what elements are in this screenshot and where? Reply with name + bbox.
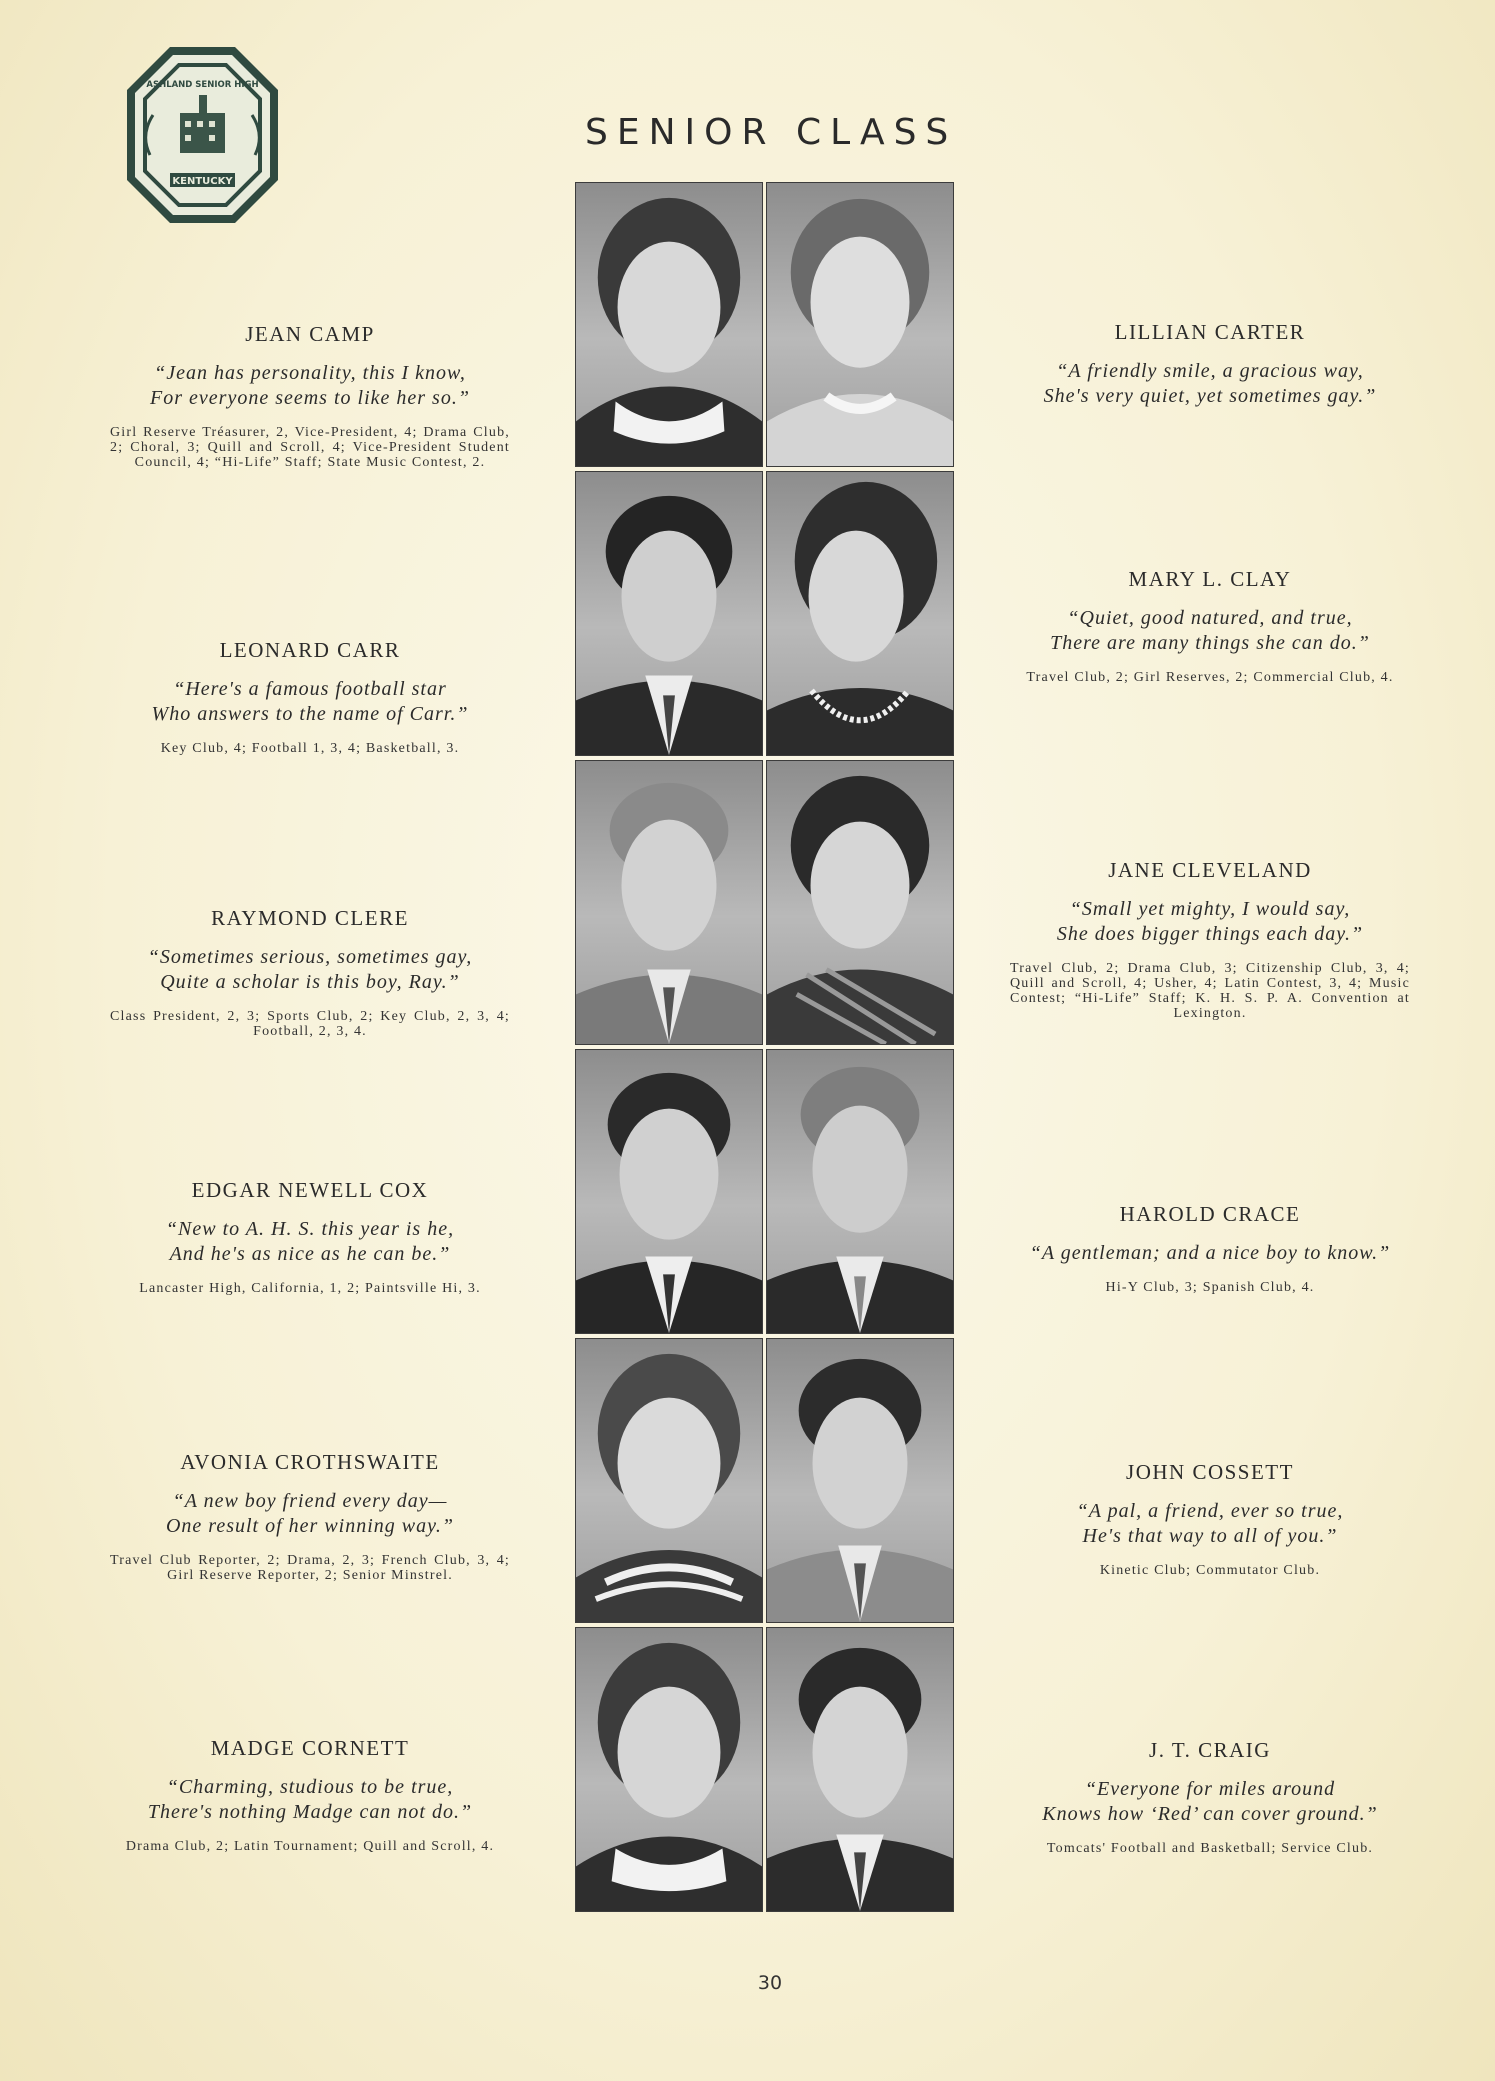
senior-entry (1000, 320, 1420, 423)
quote-line: Knows how ‘Red’ can cover ground.” (1042, 1803, 1378, 1825)
quote-line: “Quiet, good natured, and true, (1067, 607, 1353, 629)
quote-line: “New to A. H. S. this year is he, (165, 1218, 455, 1240)
svg-text:ASHLAND SENIOR HIGH: ASHLAND SENIOR HIGH (146, 80, 259, 90)
senior-name: EDGAR NEWELL COX (191, 1178, 429, 1202)
senior-entry (1000, 858, 1420, 1021)
svg-text:KENTUCKY: KENTUCKY (172, 176, 233, 187)
senior-activities: Drama Club, 2; Latin Tournament; Quill and Scroll, 4. (125, 1839, 495, 1854)
portrait-photo (575, 1627, 763, 1912)
senior-activities: Lancaster High, California, 1, 2; Paintsville Hi, 3. (139, 1281, 481, 1296)
portrait-photo (575, 1338, 763, 1623)
senior-name: MARY L. CLAY (1128, 567, 1292, 591)
senior-name: HAROLD CRACE (1119, 1202, 1301, 1226)
senior-activities: Class President, 2, 3; Sports Club, 2; Key Club, 2, 3, 4; Football, 2, 3, 4. (110, 1009, 510, 1039)
quote-line: “Here's a famous football star (173, 678, 447, 700)
senior-entry (1000, 567, 1420, 685)
senior-activities: Travel Club, 2; Girl Reserves, 2; Commercial Club, 4. (1026, 670, 1394, 685)
senior-entry (100, 322, 520, 470)
quote-line: “Everyone for miles around (1084, 1778, 1336, 1800)
quote-line: One result of her winning way.” (165, 1515, 455, 1537)
quote-line: Who answers to the name of Carr.” (151, 703, 469, 725)
portrait-photo (766, 471, 954, 756)
senior-entry (1000, 1202, 1420, 1295)
senior-activities: Kinetic Club; Commutator Club. (1099, 1563, 1321, 1578)
portrait-photo (766, 1627, 954, 1912)
quote-line: She's very quiet, yet sometimes gay.” (1043, 385, 1377, 407)
quote-line: “A gentleman; and a nice boy to know.” (1029, 1242, 1391, 1264)
senior-entry (1000, 1460, 1420, 1578)
senior-quote (100, 361, 520, 411)
quote-line: He's that way to all of you.” (1082, 1525, 1338, 1547)
senior-quote (1000, 359, 1420, 409)
senior-quote (1000, 1241, 1420, 1266)
portrait-photo (766, 182, 954, 467)
senior-name: MADGE CORNETT (210, 1736, 410, 1760)
senior-entry (100, 1450, 520, 1583)
senior-activities: Travel Club, 2; Drama Club, 3; Citizenship Club, 3, 4; Quill and Scroll, 4; Usher, 4; Latin Contest, 3, 4; Music Contest; “Hi-Life” Staff; K. H. S. P. A. Convention at Lexington. (1010, 961, 1410, 1021)
quote-line: “Jean has personality, this I know, (154, 362, 466, 384)
quote-line: “Charming, studious to be true, (166, 1776, 454, 1798)
senior-name: LILLIAN CARTER (1114, 320, 1306, 344)
portrait-photo (575, 182, 763, 467)
senior-quote (1000, 1777, 1420, 1827)
senior-name: JANE CLEVELAND (1108, 858, 1312, 882)
quote-line: “A pal, a friend, ever so true, (1076, 1500, 1344, 1522)
senior-name: JEAN CAMP (245, 322, 375, 346)
portrait-photo (766, 1338, 954, 1623)
portrait-photo (766, 760, 954, 1045)
senior-entry (100, 1736, 520, 1854)
senior-quote (1000, 897, 1420, 947)
senior-activities: Girl Reserve Tréasurer, 2, Vice-President, 4; Drama Club, 2; Choral, 3; Quill and Scroll, 4; Vice-President Student Council, 4; “Hi-Life” Staff; State Music Contest, 2. (110, 425, 510, 470)
senior-name: J. T. CRAIG (1149, 1738, 1271, 1762)
quote-line: “Sometimes serious, sometimes gay, (147, 946, 473, 968)
senior-entry (100, 638, 520, 756)
senior-quote (1000, 606, 1420, 656)
senior-activities: Travel Club Reporter, 2; Drama, 2, 3; French Club, 3, 4; Girl Reserve Reporter, 2; Senior Minstrel. (110, 1553, 510, 1583)
quote-line: For everyone seems to like her so.” (150, 387, 470, 409)
portrait-photo (575, 760, 763, 1045)
senior-quote (100, 945, 520, 995)
senior-activities: Tomcats' Football and Basketball; Service Club. (1046, 1841, 1374, 1856)
senior-activities: Key Club, 4; Football 1, 3, 4; Basketball, 3. (160, 741, 460, 756)
senior-name: LEONARD CARR (219, 638, 401, 662)
senior-quote (100, 1775, 520, 1825)
quote-line: There's nothing Madge can not do.” (147, 1801, 473, 1823)
senior-name: AVONIA CROTHSWAITE (180, 1450, 440, 1474)
quote-line: Quite a scholar is this boy, Ray.” (160, 971, 460, 993)
page-title: SENIOR CLASS (585, 112, 958, 153)
senior-entry (1000, 1738, 1420, 1856)
senior-quote (1000, 1499, 1420, 1549)
senior-entry (100, 1178, 520, 1296)
page-number: 30 (757, 1972, 783, 1994)
school-seal (125, 45, 280, 225)
senior-entry (100, 906, 520, 1039)
quote-line: “Small yet mighty, I would say, (1069, 898, 1351, 920)
senior-quote (100, 1489, 520, 1539)
quote-line: “A new boy friend every day— (172, 1490, 448, 1512)
portrait-photo (766, 1049, 954, 1334)
quote-line: And he's as nice as he can be.” (169, 1243, 451, 1265)
quote-line: There are many things she can do.” (1050, 632, 1370, 654)
quote-line: “A friendly smile, a gracious way, (1056, 360, 1364, 382)
senior-quote (100, 1217, 520, 1267)
portrait-photo (575, 471, 763, 756)
senior-activities: Hi-Y Club, 3; Spanish Club, 4. (1105, 1280, 1315, 1295)
quote-line: She does bigger things each day.” (1056, 923, 1364, 945)
portrait-photo (575, 1049, 763, 1334)
senior-name: RAYMOND CLERE (211, 906, 409, 930)
senior-quote (100, 677, 520, 727)
senior-name: JOHN COSSETT (1126, 1460, 1294, 1484)
